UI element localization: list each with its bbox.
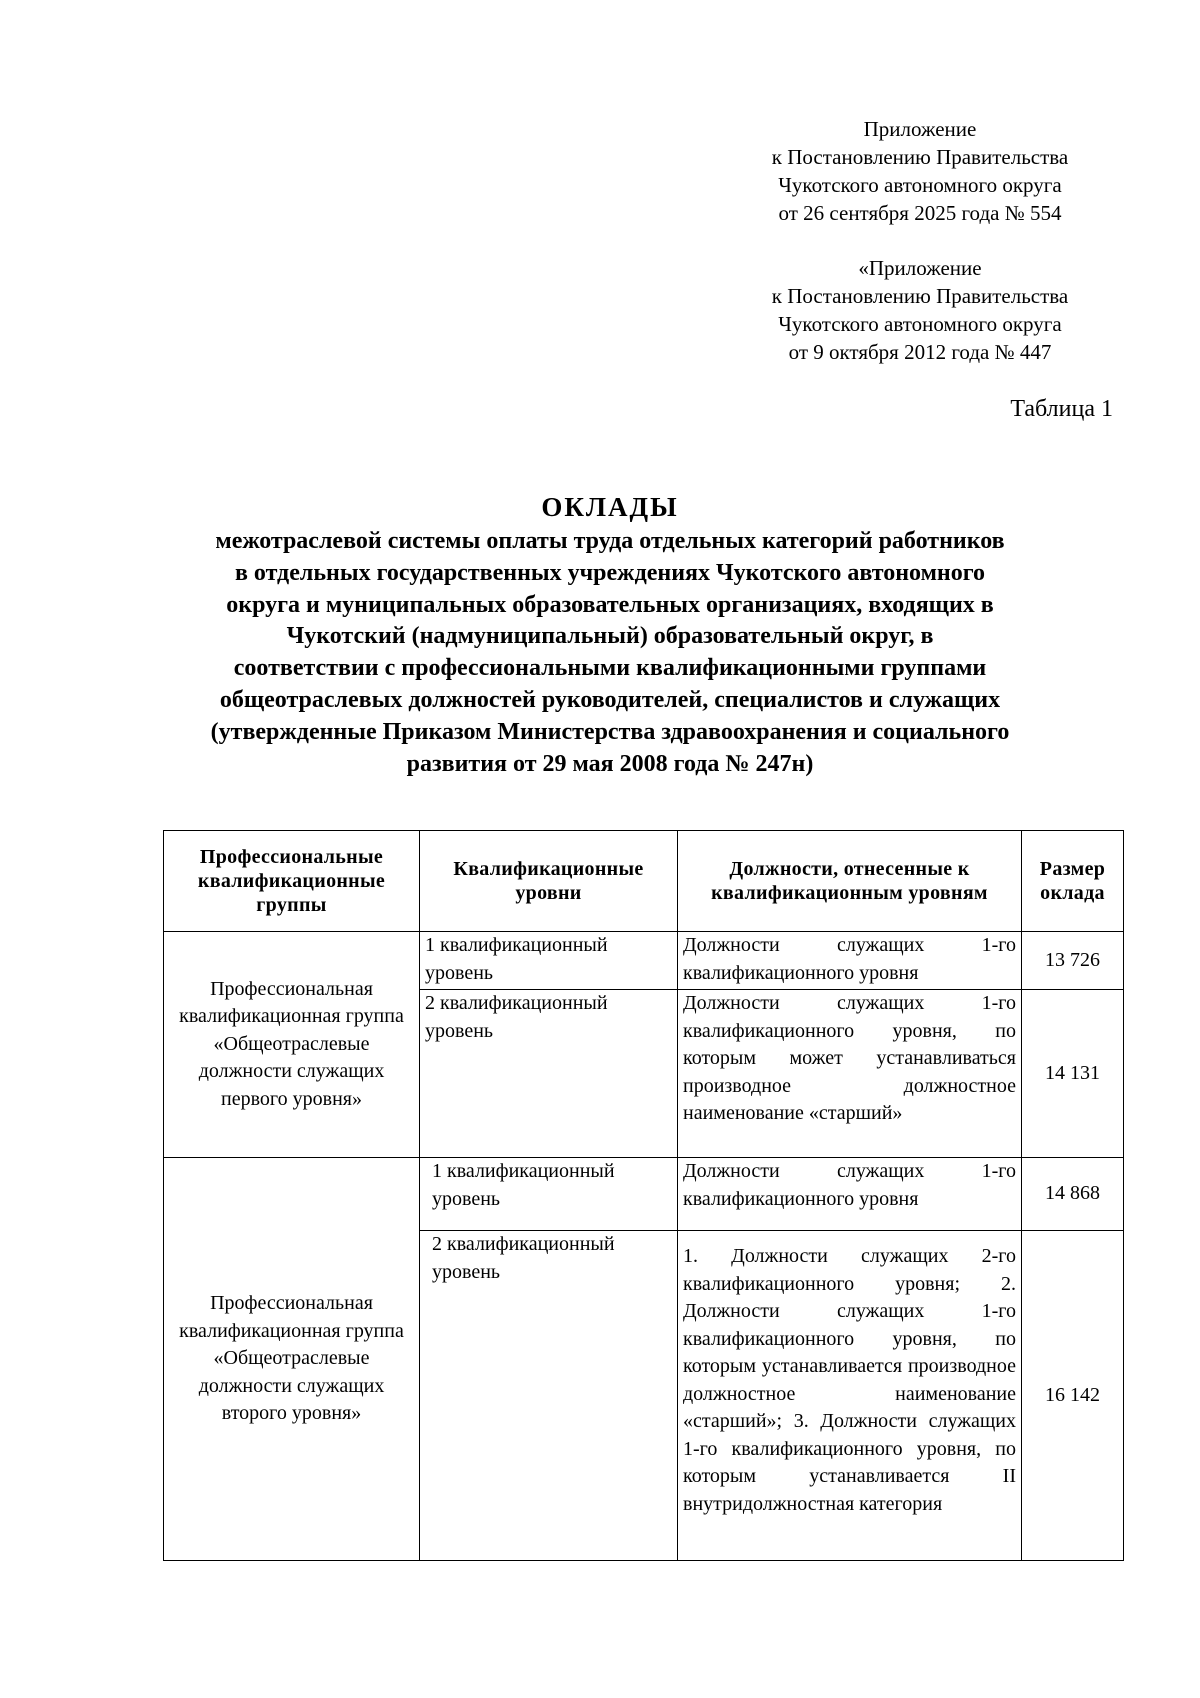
salary-table <box>163 830 1124 1561</box>
positions-cell: Должности служащих 1-го квалификационного уровня, по которым может устанавливаться производное должностное наименование «старший» <box>678 990 1022 1158</box>
document-subtitle <box>150 526 1070 780</box>
level-cell: 2 квалификационный уровень <box>420 990 678 1158</box>
salary-cell: 14 131 <box>1022 990 1124 1158</box>
level-cell: 1 квалификационный уровень <box>420 932 678 990</box>
subtitle-line: Чукотский (надмуниципальный) образовательный округ, в <box>286 623 934 650</box>
table-row <box>164 1158 1124 1231</box>
appendix-line: Чукотского автономного округа <box>778 173 1062 197</box>
header-positions: Должности, отнесенные к квалификационным уровням <box>678 831 1022 932</box>
group-name: Профессиональная квалификационная группа «Общеотраслевые должности служащих первого уровня» <box>164 932 420 1158</box>
appendix-line: «Приложение <box>858 256 982 280</box>
table-label: Таблица 1 <box>1010 396 1113 422</box>
header-level: Квалификационные уровни <box>420 831 678 932</box>
subtitle-line: соответствии с профессиональными квалификационными группами <box>233 655 987 682</box>
subtitle-line: общеотраслевых должностей руководителей, специалистов и служащих <box>219 686 1001 713</box>
positions-cell: Должности служащих 1-го квалификационного уровня <box>678 1158 1022 1231</box>
appendix-line: Чукотского автономного округа <box>778 312 1062 336</box>
appendix-current <box>720 115 1120 227</box>
document-title: ОКЛАДЫ <box>541 492 679 522</box>
positions-cell: Должности служащих 1-го квалификационного уровня <box>678 932 1022 990</box>
level-cell: 1 квалификационный уровень <box>420 1158 678 1231</box>
subtitle-line: в отдельных государственных учреждениях Чукотского автономного <box>234 559 986 586</box>
header-group: Профессиональные квалификационные группы <box>164 831 420 932</box>
salary-cell: 14 868 <box>1022 1158 1124 1231</box>
group-name: Профессиональная квалификационная группа «Общеотраслевые должности служащих второго уровня» <box>164 1158 420 1561</box>
salary-cell: 16 142 <box>1022 1231 1124 1561</box>
appendix-line: Приложение <box>863 117 977 141</box>
appendix-line: от 9 октября 2012 года № 447 <box>788 340 1052 364</box>
table-row <box>164 932 1124 990</box>
level-cell: 2 квалификационный уровень <box>420 1231 678 1561</box>
subtitle-line: округа и муниципальных образовательных организациях, входящих в <box>226 591 994 618</box>
appendix-line: к Постановлению Правительства <box>771 145 1069 169</box>
appendix-line: к Постановлению Правительства <box>771 284 1069 308</box>
appendix-original <box>720 254 1120 366</box>
salary-cell: 13 726 <box>1022 932 1124 990</box>
positions-cell: 1. Должности служащих 2-го квалификационного уровня; 2. Должности служащих 1-го квалификационного уровня, по которым устанавливается производное должностное наименование «старший»; 3. Должности служащих 1-го квалификационного уровня, по которым устанавливается II внутридолжностная категория <box>678 1231 1022 1561</box>
appendix-line: от 26 сентября 2025 года № 554 <box>778 201 1062 225</box>
subtitle-line: (утвержденные Приказом Министерства здравоохранения и социального <box>210 718 1010 745</box>
header-salary: Размер оклада <box>1022 831 1124 932</box>
subtitle-line: развития от 29 мая 2008 года № 247н) <box>406 750 814 777</box>
table-header-row <box>164 831 1124 932</box>
subtitle-line: межотраслевой системы оплаты труда отдельных категорий работников <box>215 528 1005 554</box>
